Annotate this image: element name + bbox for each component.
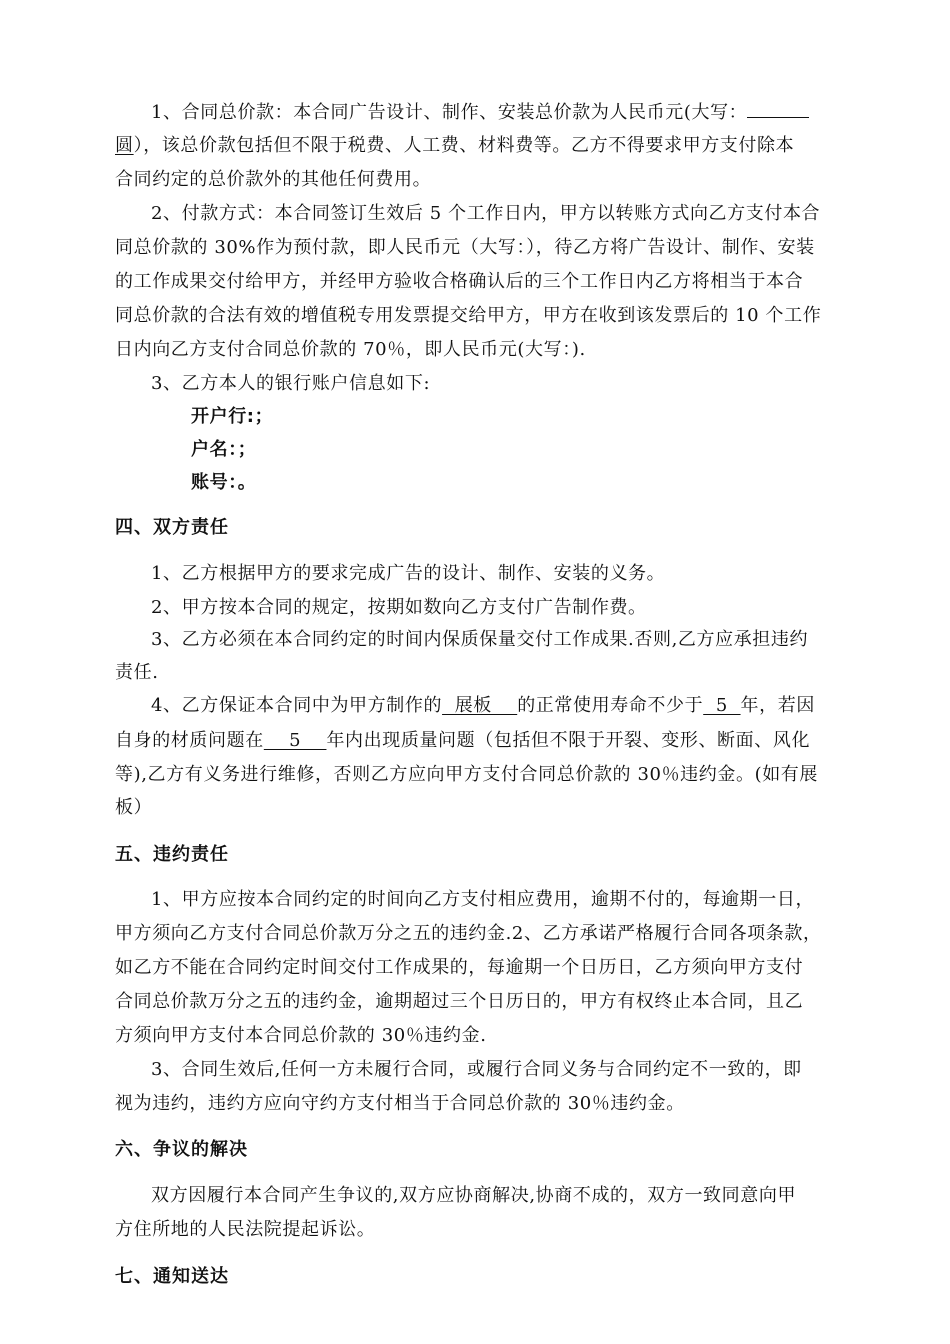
section4-heading: 四、双方责任 <box>115 517 229 538</box>
section5-line5: 方须向甲方支付本合同总价款的 30％违约金. <box>115 1025 487 1046</box>
section5-line1: 1、甲方应按本合同约定的时间向乙方支付相应费用，逾期不付的，每逾期一日， <box>151 889 815 910</box>
item2-line4: 同总价款的合法有效的增值税专用发票提交给甲方，甲方在收到该发票后的 10 个工作 <box>115 305 822 326</box>
item2-line5: 日内向乙方支付合同总价款的 70％，即人民币元(大写：). <box>115 339 586 360</box>
item2-line2: 同总价款的 30%作为预付款，即人民币元（大写：），待乙方将广告设计、制作、安装 <box>115 237 815 258</box>
item1-text-2: ），该总价款包括但不限于税费、人工费、材料费等。乙方不得要求甲方支付除本 <box>133 135 795 156</box>
section5-line4: 合同总价款万分之五的违约金，逾期超过三个日历日的，甲方有权终止本合同，且乙 <box>115 991 804 1012</box>
item3-line1: 3、乙方本人的银行账户信息如下: <box>151 373 431 394</box>
amount-blank <box>747 101 809 118</box>
item1-line2 <box>115 134 794 158</box>
section4-p3-line1: 3、乙方必须在本合同约定的时间内保质保量交付工作成果.否则,乙方应承担违约 <box>151 629 809 650</box>
item2-line3: 的工作成果交付给甲方，并经甲方验收合格确认后的三个工作日内乙方将相当于本合 <box>115 271 804 292</box>
section5-line7: 视为违约，违约方应向守约方支付相当于合同总价款的 30％违约金。 <box>115 1093 685 1114</box>
section4-p2: 2、甲方按本合同的规定，按期如数向乙方支付广告制作费。 <box>151 597 647 618</box>
item1-line1 <box>151 101 809 125</box>
account-number-field: 账号：。 <box>191 472 257 493</box>
account-holder-field: 户名：； <box>191 439 257 460</box>
section4-p3-line2: 责任. <box>115 662 159 683</box>
bank-name-field: 开户行:； <box>191 406 274 427</box>
section4-p4-line2 <box>115 729 810 753</box>
item1-text: 1、合同总价款：本合同广告设计、制作、安装总价款为人民币元(大写： <box>151 102 748 123</box>
p4-text-d: 自身的材质问题在 <box>115 730 264 751</box>
section7-heading: 七、通知送达 <box>115 1266 229 1287</box>
section4-p4-line1 <box>151 694 815 718</box>
section5-heading: 五、违约责任 <box>115 844 229 865</box>
section5-line3: 如乙方不能在合同约定时间交付工作成果的，每逾期一个日历日，乙方须向甲方支付 <box>115 957 804 978</box>
section5-line6: 3、合同生效后,任何一方未履行合同，或履行合同义务与合同约定不一致的，即 <box>151 1059 802 1080</box>
item1-line3: 合同约定的总价款外的其他任何费用。 <box>115 169 432 190</box>
item2-line1: 2、付款方式：本合同签订生效后 5 个工作日内，甲方以转账方式向乙方支付本合 <box>151 203 821 224</box>
section6-line2: 方住所地的人民法院提起诉讼。 <box>115 1219 376 1240</box>
section4-p1: 1、乙方根据甲方的要求完成广告的设计、制作、安装的义务。 <box>151 563 666 584</box>
warranty-years-underlined: 5 <box>263 730 327 751</box>
p4-text-c: 年，若因 <box>740 695 815 716</box>
section4-p4-line4: 板） <box>115 797 153 818</box>
section6-line1: 双方因履行本合同产生争议的,双方应协商解决,协商不成的，双方一致同意向甲 <box>151 1185 797 1206</box>
section5-line2: 甲方须向乙方支付合同总价款万分之五的违约金.2、乙方承诺严格履行合同各项条款， <box>115 923 822 944</box>
p4-text-a: 4、乙方保证本合同中为甲方制作的 <box>151 695 443 716</box>
currency-unit: 圆 <box>115 135 134 156</box>
section6-heading: 六、争议的解决 <box>115 1139 248 1160</box>
p4-text-e: 年内出现质量问题（包括但不限于开裂、变形、断面、风化 <box>326 730 811 751</box>
lifespan-years-underlined: 5 <box>703 695 741 716</box>
section4-p4-line3: 等),乙方有义务进行维修，否则乙方应向甲方支付合同总价款的 30％违约金。(如有展 <box>115 764 818 785</box>
p4-text-b: 的正常使用寿命不少于 <box>517 695 704 716</box>
product-type-underlined: 展板 <box>442 695 518 716</box>
